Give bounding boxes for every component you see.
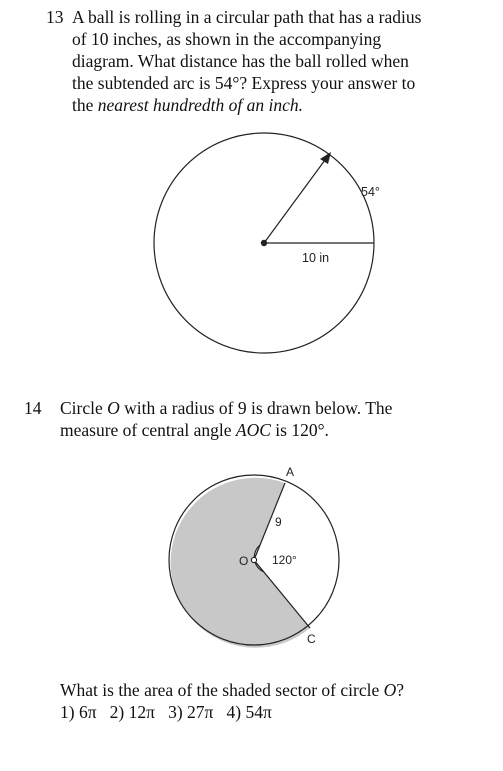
variable-text: AOC [235,420,271,440]
question-line: A ball is rolling in a circular path that has a radius [72,7,422,27]
point-label-a: A [286,465,295,479]
answer-choice-2[interactable]: 2) 12π [109,702,155,722]
question-line [60,397,392,419]
question-line [60,419,392,441]
angle-label: 54° [361,185,380,199]
point-label-o: O [239,554,249,568]
answer-choices [60,701,404,723]
answer-choice-1[interactable]: 1) 6π [60,702,97,722]
question-text-prefix: the [72,95,98,115]
question-text-part: with a radius of 9 is drawn below. The [119,398,393,418]
angle-label: 120° [272,553,297,567]
question-text-part: Circle [60,398,108,418]
answer-choice-4[interactable]: 4) 54π [226,702,272,722]
question-line: of 10 inches, as shown in the accompanying [72,29,382,49]
question-line: diagram. What distance has the ball rolled when [72,51,409,71]
radius-label: 9 [275,515,282,529]
radius-line-angled [264,158,327,243]
question-14 [24,397,494,445]
variable-text: O [383,680,397,700]
radius-label: 10 in [302,251,330,265]
question-text-part: is 120°. [270,420,329,440]
question-text [60,397,392,441]
question-number: 13 [46,7,64,27]
question-text-part: ? [396,680,405,700]
question-text-part: measure of central angle [60,420,236,440]
question-line: the subtended arc is 54°? Express your answer to [72,73,416,93]
question-text-part: What is the area of the shaded sector of circle [60,680,384,700]
circle-diagram-13 [0,130,503,370]
center-point [261,240,267,246]
point-label-c: C [307,632,316,646]
question-text [72,6,421,116]
question-14-prompt [60,679,490,727]
question-line [60,679,404,701]
question-line [72,94,421,116]
answer-choice-3[interactable]: 3) 27π [168,702,214,722]
center-point [251,557,256,562]
circle-diagram-14 [0,462,503,662]
arrowhead-icon [320,152,331,164]
variable-text: O [107,398,120,418]
question-13 [46,6,496,118]
emphasized-text: nearest hundredth of an inch. [97,95,304,115]
question-text [60,679,404,723]
question-number: 14 [24,398,42,418]
